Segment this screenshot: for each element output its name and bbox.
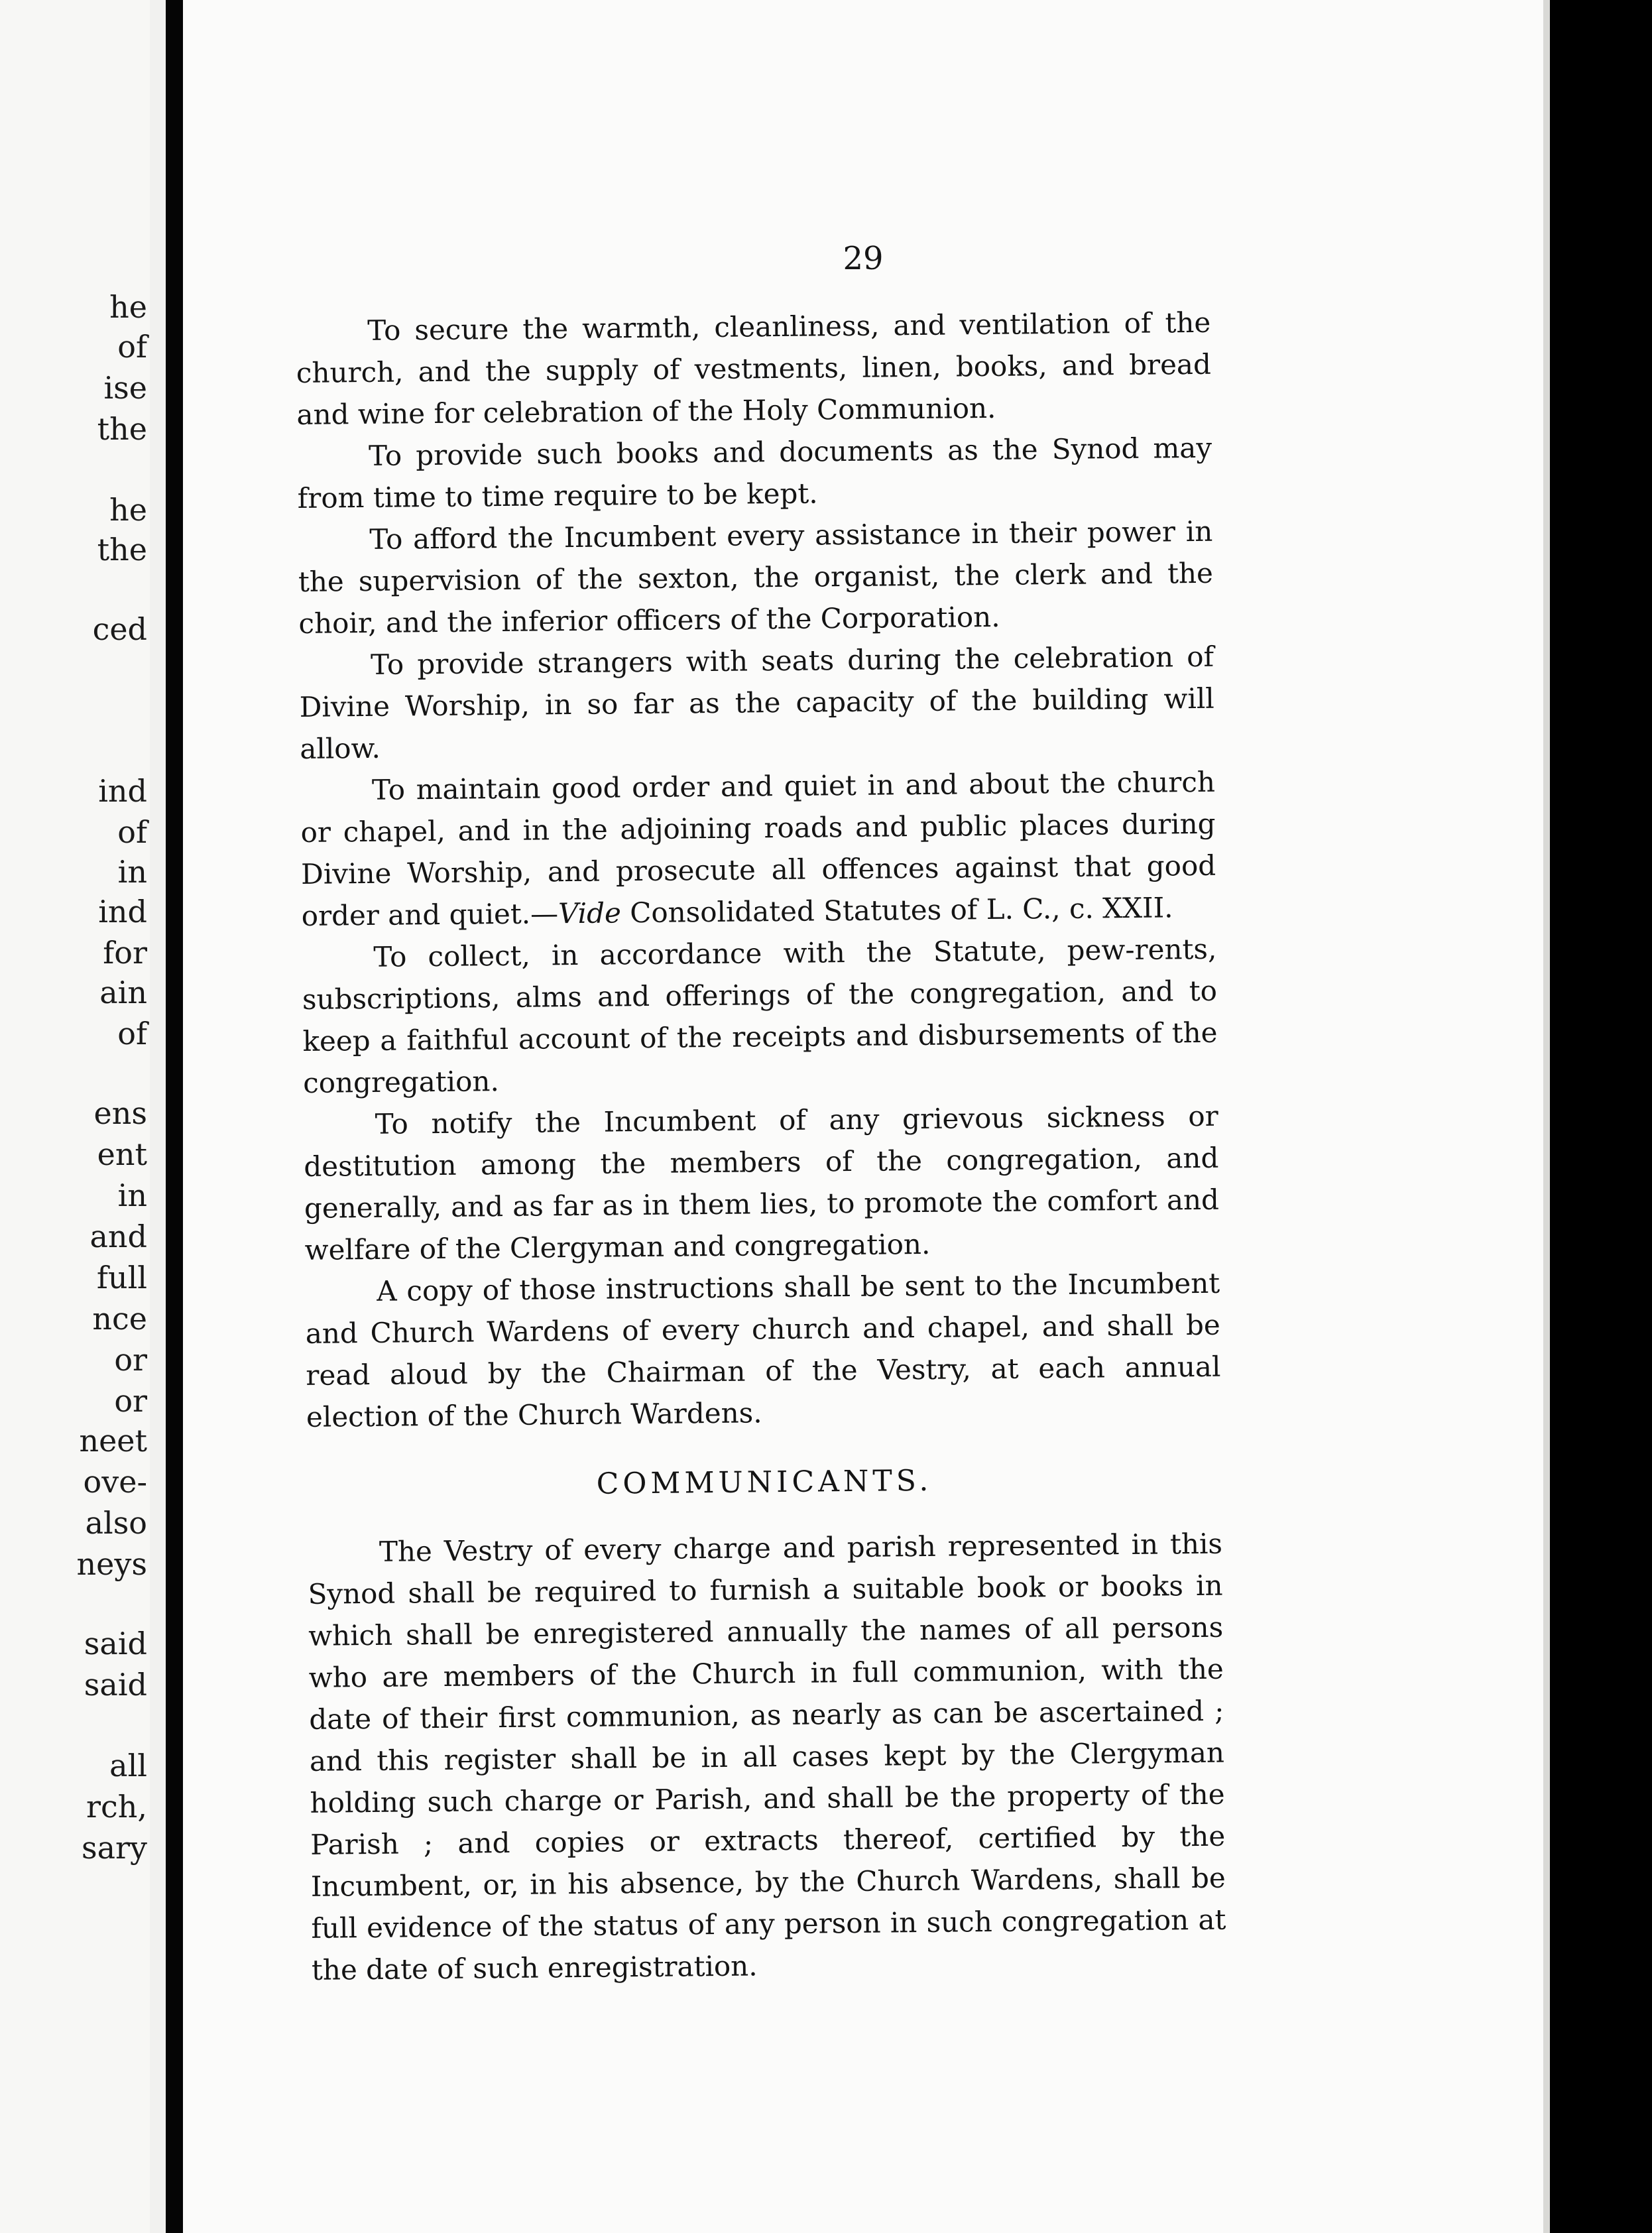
statute-citation: Consolidated Statutes of L. C., c. XXII. [620,891,1173,930]
left-page-fragment: of [117,1016,147,1052]
left-page-fragment: and [89,1219,147,1254]
left-page-fragment: ent [97,1136,147,1172]
paragraph-books: To provide such books and documents as the Synod may from time to time require to be kept. [297,431,1212,514]
left-page-fragment: ind [98,894,147,930]
left-page-fragment: also [85,1505,147,1541]
left-page-fragment: ens [93,1095,147,1131]
left-page-fragment: or [114,1383,147,1419]
left-page-fragment: or [114,1342,147,1378]
left-page-fragment: nce [92,1301,147,1337]
vide-word: Vide [558,896,622,930]
left-page-fragment: sary [81,1830,147,1866]
right-page [183,0,1543,2233]
left-page-fragment: all [109,1748,147,1783]
paragraph-strangers: To provide strangers with seats during the celebration of Divine Worship, in so far as the capacity of the building will allow. [299,640,1214,765]
paragraph-collect: To collect, in accordance with the Statute, pew-rents, subscriptions, alms and offerings of the congregation, and to keep a faithful account of the receipts and disbursements of the congregation. [302,932,1218,1099]
left-page-fragment: the [97,532,147,568]
left-page-text-fragments [0,0,150,2233]
paragraph-good-order-text: To maintain good order and quiet in and about the church or chapel, and in the adjoining roads and public places during Divine Worship, and prosecute all offences against that good order and quiet.— [300,765,1216,932]
left-facing-page [0,0,150,2233]
page-edge [1543,0,1550,2233]
paragraph-notify: To notify the Incumbent of any grievous sickness or destitution among the members of the congregation, and generally, and as far as in them lies, to promote the comfort and welfare of the Clergyman and congregation. [304,1099,1220,1266]
left-page-fragment: in [117,1177,147,1213]
paragraph-copy-instructions: A copy of those instructions shall be sent to the Incumbent and Church Wardens of every church and chapel, and shall be read aloud by the Chairman of the Vestry, at each annual election of the Church Wardens. [305,1266,1221,1433]
left-page-fragment: full [96,1260,147,1296]
left-page-fragment: the [97,411,147,447]
left-page-fragment: he [109,289,147,325]
left-page-fragment: in [117,854,147,890]
page-number: 29 [843,240,884,277]
left-page-fragment: he [109,492,147,528]
left-page-fragment: ind [98,773,147,809]
left-page-fragment: said [84,1626,147,1661]
communicants-paragraph: The Vestry of every charge and parish represented in this Synod shall be required to furnish a suitable book or books in which shall be enregistered annually the names of all persons who are members of the Church in full communion, with the date of their first communion, as nearly as can be ascertained ; and this register shall be in all cases kept by the Clergyman holding such charge or Parish, and shall be the property of the Parish ; and copies or extracts thereof, certified by the Incumbent, or, in his absence, by the Church Wardens, shall be full evidence of the status of any person in such congregation at the date of such enregistration. [308,1527,1226,1986]
page-body [296,302,1226,1991]
left-page-fragment: said [84,1667,147,1703]
left-page-fragment: of [117,329,147,365]
left-page-fragment: neet [79,1423,147,1459]
book-spine [166,0,183,2233]
paragraph-warmth: To secure the warmth, cleanliness, and ventilation of the church, and the supply of vestments, linen, books, and bread and wine for celebration of the Holy Communion. [296,306,1212,431]
left-page-fragment: ise [103,370,147,406]
left-page-fragment: for [103,935,147,971]
paragraph-assistance: To afford the Incumbent every assistance in their power in the supervision of the sexton, the organist, the clerk and the choir, and the inferior officers of the Corporation. [298,514,1214,640]
left-page-fragment: ced [92,611,147,647]
left-page-fragment: neys [76,1546,147,1582]
section-heading: COMMUNICANTS. [596,1463,933,1501]
left-page-fragment: rch, [86,1789,147,1825]
left-page-fragment: of [117,814,147,850]
left-page-fragment: ain [99,975,147,1010]
paragraph-good-order [300,761,1216,937]
left-page-fragment: ove- [83,1464,147,1500]
